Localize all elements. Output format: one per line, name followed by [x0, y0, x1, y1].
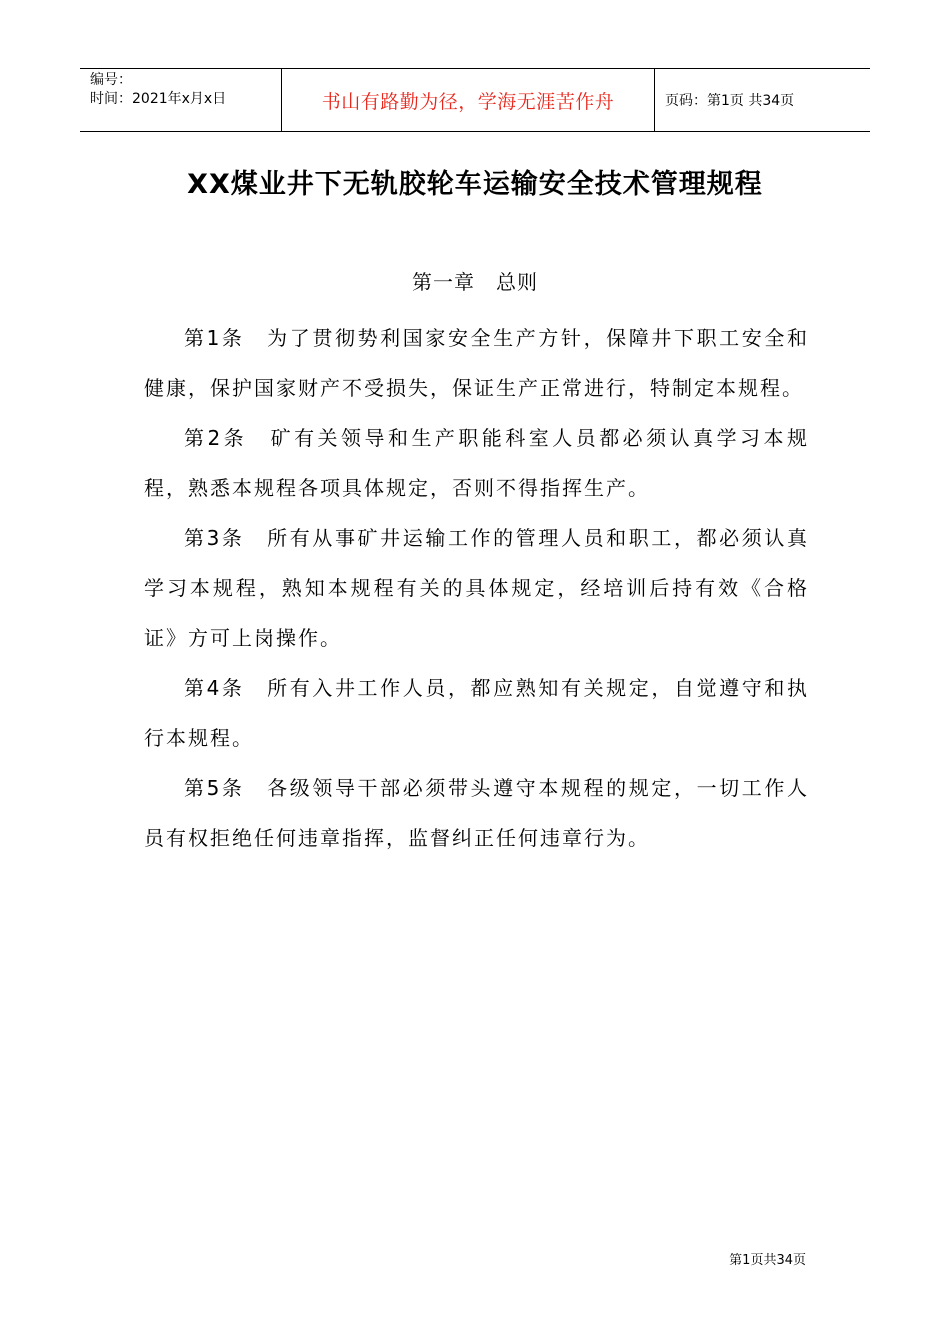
header-page-info: 页码：第1页 共34页 [665, 93, 795, 109]
header-page-cell [655, 69, 870, 131]
article-3: 第3条 所有从事矿井运输工作的管理人员和职工，都必须认真学习本规程，熟知本规程有关的具体规定，经培训后持有效《合格证》方可上岗操作。 [144, 526, 809, 650]
page-header [80, 68, 870, 132]
header-meta [80, 69, 282, 131]
article-1: 第1条 为了贯彻势利国家安全生产方针，保障井下职工安全和健康，保护国家财产不受损失，保证生产正常进行，特制定本规程。 [144, 326, 809, 400]
article-5: 第5条 各级领导干部必须带头遵守本规程的规定，一切工作人员有权拒绝任何违章指挥，监督纠正任何违章行为。 [144, 776, 809, 850]
page-footer: 第1页共34页 [729, 1253, 806, 1268]
document-body [144, 313, 809, 863]
chapter-heading: 第一章 总则 [412, 270, 538, 294]
article-2: 第2条 矿有关领导和生产职能科室人员都必须认真学习本规程，熟悉本规程各项具体规定，否则不得指挥生产。 [144, 426, 809, 500]
header-motto-cell [282, 69, 655, 131]
header-motto: 书山有路勤为径，学海无涯苦作舟 [321, 90, 615, 113]
time-label: 时间：2021年x月x日 [90, 91, 227, 107]
article-4: 第4条 所有入井工作人员，都应熟知有关规定，自觉遵守和执行本规程。 [144, 676, 809, 750]
number-label: 编号： [90, 72, 132, 88]
document-title: XX煤业井下无轨胶轮车运输安全技术管理规程 [187, 169, 763, 200]
